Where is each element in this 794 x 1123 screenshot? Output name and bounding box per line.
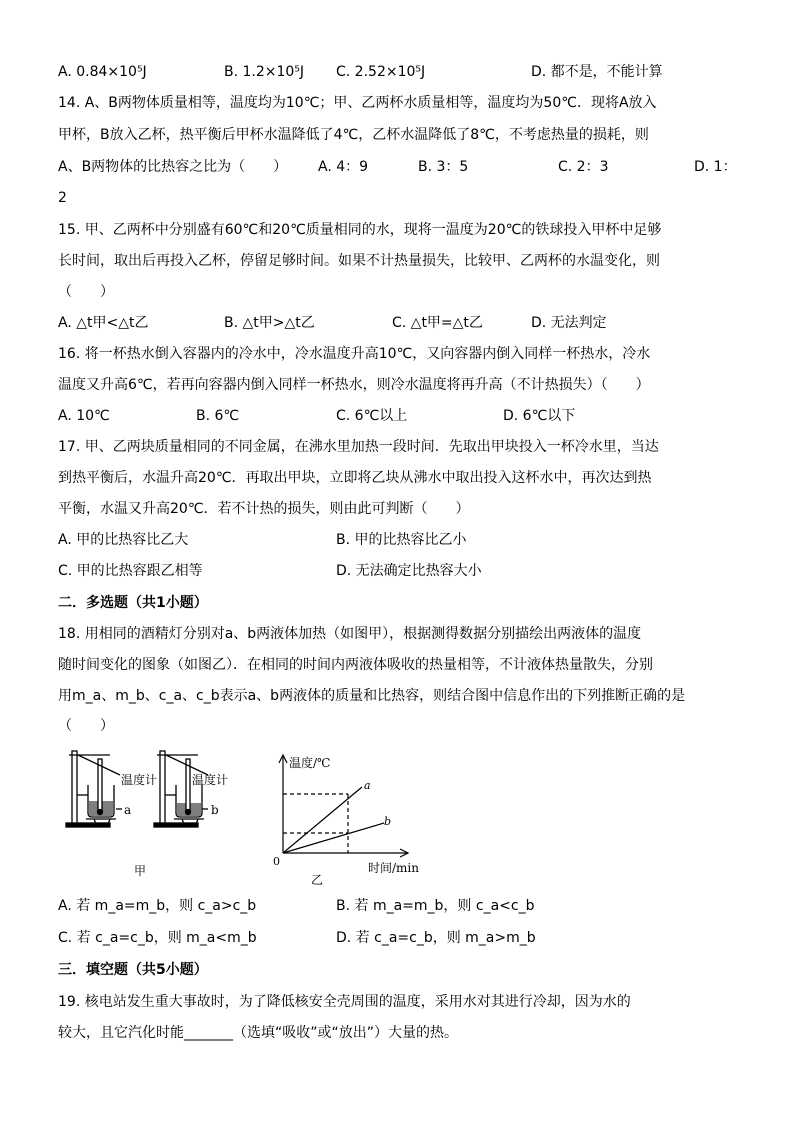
q19-line-2: 较大，且它汽化时能_______（选填“吸收”或“放出”）大量的热。: [58, 1025, 459, 1041]
q14-line-2: 甲杯，B放入乙杯，热平衡后甲杯水温降低了4℃，乙杯水温降低了8℃，不考虑热量的损耗，则: [58, 127, 649, 143]
origin-label: 0: [273, 855, 280, 868]
liquid-label-b: b: [211, 803, 219, 817]
q17-line-1: 17. 甲、乙两块质量相同的不同金属，在沸水里加热一段时间．先取出甲块投入一杯冷水里，当达: [58, 439, 659, 455]
liquid-label-a: a: [124, 803, 132, 817]
q17-line-3: 平衡，水温又升高20℃．若不计热的损失，则由此可判断（ ）: [58, 501, 470, 517]
apparatus-a: [66, 751, 122, 827]
section-heading-fill-blank: 三．填空题（共5小题）: [58, 962, 208, 978]
q14-option-d: D. 1：: [694, 159, 737, 175]
q14-line-3: A、B两物体的比热容之比为（ ）: [58, 159, 288, 175]
q15-line-3: （ ）: [58, 284, 114, 300]
q18-option-a: A. 若 m_a=m_b，则 c_a>c_b: [58, 898, 257, 914]
q16-option-c: C. 6℃以上: [336, 408, 408, 424]
q14-option-c: C. 2：3: [558, 159, 609, 175]
q14-option-a: A. 4：9: [318, 159, 369, 175]
q18-line-4: （ ）: [58, 718, 114, 734]
q15-option-d: D. 无法判定: [531, 315, 607, 331]
q14-option-b: B. 3：5: [418, 159, 469, 175]
section-heading-multi-choice: 二．多选题（共1小题）: [58, 595, 208, 611]
q16-line-1: 16. 将一杯热水倒入容器内的冷水中，冷水温度升高10℃，又向容器内倒入同样一杯热水，冷水: [58, 346, 651, 362]
line-b-label: b: [384, 815, 392, 828]
q17-option-b: B. 甲的比热容比乙小: [336, 532, 467, 548]
q13-option-d: D. 都不是，不能计算: [531, 64, 663, 80]
x-axis-label: 时间/min: [368, 861, 419, 875]
thermometer-label-b: 温度计: [192, 773, 229, 787]
q17-line-2: 到热平衡后，水温升高20℃．再取出甲块，立即将乙块从沸水中取出投入这杯水中，再次达到热: [58, 470, 652, 486]
thermometer-label-a: 温度计: [121, 773, 158, 787]
q18-line-2: 随时间变化的图象（如图乙）．在相同的时间内两液体吸收的热量相等，不计液体热量散失，分别: [58, 657, 653, 673]
q17-option-a: A. 甲的比热容比乙大: [58, 532, 189, 548]
q19-line-1: 19. 核电站发生重大事故时，为了降低核安全壳周围的温度，采用水对其进行冷却，因为水的: [58, 994, 631, 1010]
q18-option-d: D. 若 c_a=c_b，则 m_a>m_b: [336, 930, 536, 946]
line-a: [283, 787, 362, 853]
q15-option-c: C. △t甲=△t乙: [392, 315, 483, 331]
q17-option-d: D. 无法确定比热容大小: [336, 563, 482, 579]
q18-option-b: B. 若 m_a=m_b，则 c_a<c_b: [336, 898, 535, 914]
q15-option-a: A. △t甲<△t乙: [58, 315, 149, 331]
q13-option-c: C. 2.52×10⁵J: [336, 64, 426, 80]
q15-line-1: 15. 甲、乙两杯中分别盛有60℃和20℃质量相同的水，现将一温度为20℃的铁球投入甲杯中足够: [58, 222, 662, 238]
temperature-time-graph: [279, 755, 408, 857]
caption-jia: 甲: [134, 864, 147, 878]
q15-line-2: 长时间，取出后再投入乙杯，停留足够时间。如果不计热量损失，比较甲、乙两杯的水温变化，则: [58, 253, 660, 269]
q18-figure: [58, 745, 458, 890]
q16-line-2: 温度又升高6℃，若再向容器内倒入同样一杯热水，则冷水温度将再升高（不计热损失）（ ）: [58, 377, 650, 393]
line-a-label: a: [364, 779, 371, 792]
y-axis-label: 温度/℃: [289, 756, 331, 770]
q18-line-3: 用m_a、m_b、c_a、c_b表示a、b两液体的质量和比热容，则结合图中信息作出的下列推断正确的是: [58, 688, 686, 704]
line-b: [283, 823, 384, 853]
q18-line-1: 18. 用相同的酒精灯分别对a、b两液体加热（如图甲），根据测得数据分别描绘出两液体的温度: [58, 626, 642, 642]
caption-yi: 乙: [311, 873, 324, 887]
q18-option-c: C. 若 c_a=c_b，则 m_a<m_b: [58, 930, 257, 946]
q16-option-a: A. 10℃: [58, 408, 110, 424]
q14-line-4: 2: [58, 190, 67, 206]
q17-option-c: C. 甲的比热容跟乙相等: [58, 563, 203, 579]
q15-option-b: B. △t甲>△t乙: [224, 315, 315, 331]
q14-line-1: 14. A、B两物体质量相等，温度均为10℃；甲、乙两杯水质量相等，温度均为50℃．现将A放入: [58, 95, 657, 111]
q16-option-b: B. 6℃: [196, 408, 240, 424]
apparatus-b: [154, 751, 208, 827]
q16-option-d: D. 6℃以下: [503, 408, 576, 424]
q13-option-b: B. 1.2×10⁵J: [224, 64, 305, 80]
q13-option-a: A. 0.84×10⁵J: [58, 64, 147, 80]
